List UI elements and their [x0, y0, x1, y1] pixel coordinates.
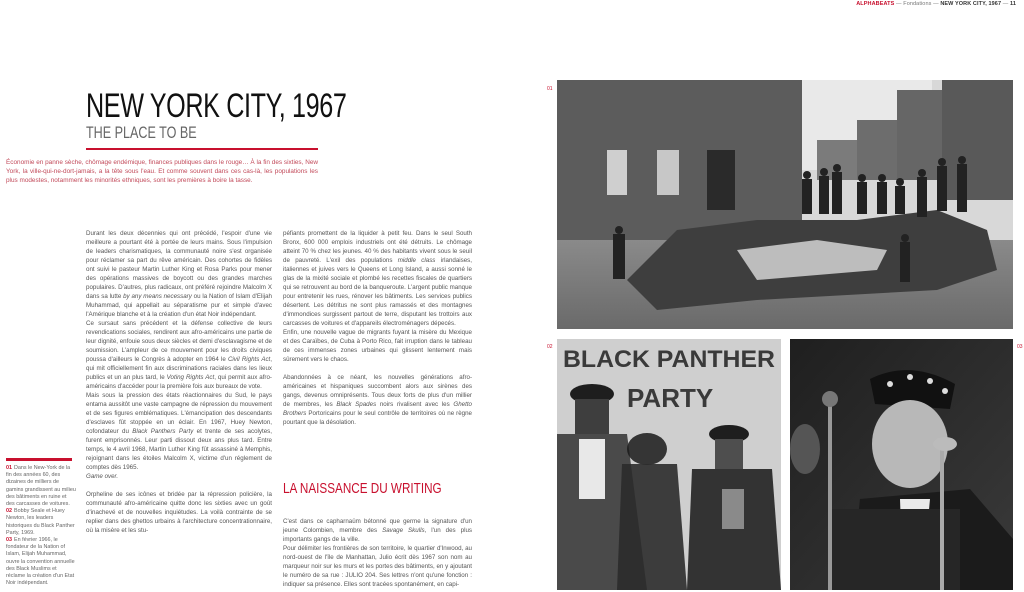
sign-text: BLACK PANTHER [563, 346, 775, 373]
caption-item [6, 508, 76, 537]
caption-text: Bobby Seale et Huey Newton, les leaders historiques du Black Panther Party, 1969. [6, 508, 75, 536]
body-column-2 [283, 229, 472, 427]
paragraph [86, 229, 272, 319]
text-run: Durant les deux décennies qui ont précédé, l'espoir d'une vie meilleure a pourtant été à portée de leurs mains. Sous l'impulsion de leaders charismatiques, la communauté noire s'est organisée pour réclamer sa part du rêve américain. Des cohortes de fidèles ont suivi le pasteur Martin Luther King et Rosa Parks pour mener des opérations massives de boycott ou des grandes marches populaires. D'autres, plus radicaux, ont préféré rejoindre Malcolm X dans sa lutte [86, 230, 272, 300]
running-header [856, 1, 1016, 7]
text-run: ou la Nation of Islam d'Elijah Muhammad, qui appellait au séparatisme pur et simple d'avec l'Amérique blanche et à la création d'un état Noir indépendant. [86, 293, 272, 318]
paragraph [283, 517, 472, 544]
text-run-italic: Ghetto Brothers [283, 401, 472, 417]
paragraph [86, 472, 272, 481]
text-run: péfiants promettent de la liquider à petit feu. Dans le seul South Bronx, 600 000 emplois industriels ont été détruits. Le chômage atteint 70 % chez les jeunes. 40 % des habitants vivent sous le seuil de pauvreté. L'exil des populations [283, 230, 472, 264]
text-run: , qui permit aux afro-américains d'accéder pour la première fois aux bureaux de vote. [86, 374, 272, 390]
text-run: Mais sous la pression des états réactionnaires du Sud, le pays entama aussitôt une vaste campagne de répression du mouvement et de ses figures emblématiques. L'émancipation des descendants d'esclaves fût stoppée en un éclair. En 1967, Huey Newton, cofondateur du [86, 392, 272, 435]
sign-text: PARTY [627, 383, 714, 413]
paragraph: Pour délimiter les frontières de son territoire, le quartier d'Inwood, au nord-ouest de l'île de Manhattan, Julio écrit dès 1967 son nom au marqueur noir sur les murs et les portes des bâtiments, en y ajoutant le numéro de sa rue : JULIO 204. Ses lettres n'ont qu'une fonction : indiquer sa présence. Elles sont tracées spontanément, en capi- [283, 545, 472, 588]
caption-number: 02 [6, 508, 12, 515]
captions-divider [6, 458, 72, 461]
title-block [86, 88, 376, 142]
text-run: Portoricains pour le seul contrôle de territoires où ne règne pourtant que la désolation. [283, 410, 472, 426]
street-scene-image [557, 80, 1013, 329]
photo-street-kids [557, 80, 1013, 329]
text-run-italic: Black Spades [336, 401, 377, 408]
text-run-italic: Game over. [86, 473, 119, 480]
text-run-italic: by any means necessary [123, 293, 192, 300]
caption-text: En février 1966, le fondateur de la Nation of Islam, Elijah Muhammad, ouvre la convention annuelle des Black Muslims et réclame la création d'un Etat Noir indépendant. [6, 537, 75, 587]
header-separator: — [931, 1, 941, 7]
text-run: Abandonnées à ce néant, les nouvelles générations afro-américaines et hispaniques succombent alors aux sirènes des gangs, devenus omniprésents. Tous deux forts de plus d'un millier de membres, les [283, 374, 472, 408]
title-divider [86, 148, 318, 150]
photo-elijah-muhammad [790, 339, 1013, 590]
photo-number: 02 [547, 344, 553, 350]
text-run: C'est dans ce capharnaüm bétonné que germe la signature d'un jeune Colombien, membre des [283, 518, 472, 534]
section-heading: LA NAISSANCE DU WRITING [283, 480, 442, 497]
text-run-italic: Black Panthers Party [132, 428, 194, 435]
lead-paragraph: Économie en panne sèche, chômage endémique, finances publiques dans le rouge… À la fin des sixties, New York, la ville-qui-ne-dort-jamais, a la tête sous l'eau. Et comme souvent dans ces cas-là, les populations les plus modestes, notamment les minorités ethniques, sont les premières à boire la tasse. [6, 159, 318, 184]
caption-item [6, 537, 76, 587]
paragraph: Orpheline de ses icônes et bridée par la répression policière, la communauté afro-américaine quitte donc les sixties avec un goût d'inachevé et de nouvelles inquiétudes. La voilà contrainte de se replier dans des ghettos urbains à l'architecture concentrationnaire, où la misère et les stu- [86, 491, 272, 534]
header-separator: — [1001, 1, 1010, 7]
magazine-brand: ALPHABEATS [856, 1, 895, 7]
header-separator: — [894, 1, 904, 7]
page-number: 11 [1009, 1, 1016, 7]
black-panther-image [557, 339, 781, 590]
paragraph [283, 373, 472, 427]
speaker-image [790, 339, 1013, 590]
caption-text: Dans le New-York de la fin des années 60, des dizaines de milliers de gamins grandissent au milieu des bâtiments en ruine et des carcasses de voitures. [6, 465, 76, 508]
paragraph [86, 391, 272, 472]
photo-black-panther-leaders [557, 339, 781, 590]
paragraph: Enfin, une nouvelle vague de migrants fuyant la misère du Mexique et des Caraïbes, de Cuba à Porto Rico, fait irruption dans le tableau de ces immenses zones urbaines qui glissent lentement mais sûrement vers le chaos. [283, 329, 472, 363]
text-run: irlandaises, italiennes et juives vers le Queens et Long Island, a aussi sonné le glas de la mixité sociale et plombé les recettes fiscales de quartiers qui se retrouvent au bord de la banqueroute. L'argent public manque pour entretenir les rues, rénover les bâtiments. Les services publics désertent. Les détritus ne sont plus ramassés et des montagnes d'immondices surgissent partout de terre, disputant les trottoirs aux carcasses de voitures et d'appareils électroménagers dépecés. [283, 257, 472, 327]
text-run-italic: middle class [397, 257, 436, 264]
paragraph [86, 319, 272, 391]
text-run: noirs rivalisent avec les [376, 401, 454, 408]
caption-number: 01 [6, 465, 12, 471]
paragraph [283, 229, 472, 328]
text-run-italic: Voting Rights Act [166, 374, 215, 381]
header-article: NEW YORK CITY, 1967 [940, 1, 1002, 7]
photo-number: 03 [1017, 344, 1023, 350]
photo-captions [6, 465, 76, 587]
header-section: Fondations [903, 1, 932, 7]
text-run-italic: Civil Rights Act [227, 356, 271, 363]
caption-item [6, 465, 76, 508]
body-column-2-continued [283, 517, 472, 589]
text-run: Ce sursaut sans précédent et la défense collective de leurs revendications sociales, rendirent aux afro-américains une partie de leur dignité, enfouie sous deux siècles et demi d'esclavagisme et de soumission. L'ampleur de ce mouvement pour les droits civiques poussa d'ailleurs le Congrès à adopter en 1964 le [86, 320, 272, 363]
text-run-italic: Savage Skulls [382, 527, 425, 534]
text-run: , l'un des plus importants gangs de la ville. [283, 527, 472, 543]
article-title: NEW YORK CITY, 1967 [86, 87, 347, 125]
article-subtitle: THE PLACE TO BE [86, 123, 197, 142]
photo-number: 01 [547, 86, 553, 92]
text-run: et trente de ses acolytes, furent emprisonnés. Leur parti dissout deux ans plus tard. Entre temps, le 4 avril 1968, Martin Luther King fût assassiné à Memphis, rejoignant dans les étoiles Malcolm X, victime d'un réglement de comptes dès 1965. [86, 428, 272, 471]
body-column-1 [86, 229, 272, 535]
caption-number: 03 [6, 537, 12, 544]
text-run: , qui mit officiellement fin aux discriminations raciales dans les lieux publics et un an plus tard, le [86, 356, 272, 381]
